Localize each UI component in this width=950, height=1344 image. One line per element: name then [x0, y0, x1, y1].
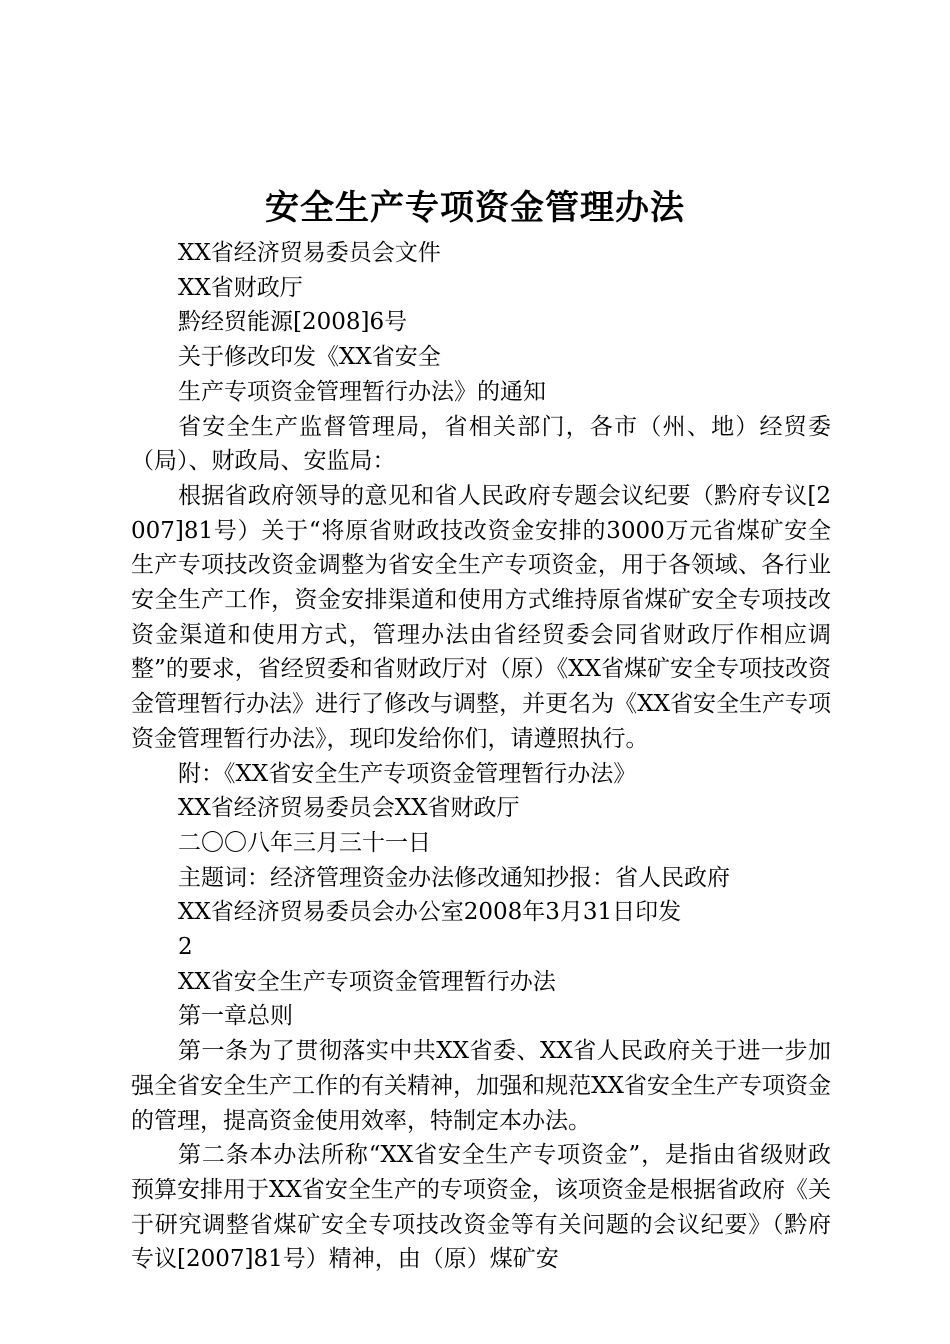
- document-body: [131, 236, 831, 1277]
- article-paragraph: 第一条为了贯彻落实中共XX省委、XX省人民政府关于进一步加强全省安全生产工作的有关精神，加强和规范XX省安全生产专项资金的管理，提高资金使用效率，特制定本办法。: [131, 1038, 831, 1134]
- date-line: 二〇〇八年三月三十一日: [178, 829, 431, 856]
- regulation-title: XX省安全生产专项资金管理暂行办法: [178, 968, 556, 995]
- notice-title-line: 生产专项资金管理暂行办法》的通知: [178, 378, 546, 405]
- chapter-heading: 第一章总则: [178, 1003, 293, 1030]
- signatory-line: XX省经济贸易委员会XX省财政厅: [178, 795, 520, 822]
- subject-line: 主题词：经济管理资金办法修改通知抄报：省人民政府: [178, 864, 730, 891]
- body-paragraph: 根据省政府领导的意见和省人民政府专题会议纪要（黔府专议[2007]81号）关于“将原省财政技改资金安排的3000万元省煤矿安全生产专项技改资金调整为省安全生产专项资金，用于各领域、各行业安全生产工作，资金安排渠道和使用方式维持原省煤矿安全专项技改资金渠道和使用方式，管理办法由省经贸委会同省财政厅作相应调整”的要求，省经贸委和省财政厅对（原）《XX省煤矿安全专项技改资金管理暂行办法》进行了修改与调整，并更名为《XX省安全生产专项资金管理暂行办法》，现印发给你们，请遵照执行。: [131, 482, 832, 752]
- article-paragraph: 第二条本办法所称“XX省安全生产专项资金”，是指由省级财政预算安排用于XX省安全生产的专项资金，该项资金是根据省政府《关于研究调整省煤矿安全专项技改资金等有关问题的会议纪要》（黔府专议[2007]81号）精神，由（原）煤矿安: [131, 1142, 831, 1273]
- document-title: 安全生产专项资金管理办法: [265, 188, 685, 228]
- notice-title-line: 关于修改印发《XX省安全: [178, 344, 441, 371]
- issuer-line: XX省经济贸易委员会文件: [178, 240, 441, 266]
- page-number: 2: [178, 934, 193, 961]
- issuer-line: XX省财政厅: [178, 274, 303, 301]
- attachment-line: 附：《XX省安全生产专项资金管理暂行办法》: [178, 760, 637, 787]
- addressee-paragraph: 省安全生产监督管理局，省相关部门，各市（州、地）经贸委（局）、财政局、安监局：: [131, 413, 831, 475]
- printing-line: XX省经济贸易委员会办公室2008年3月31日印发: [178, 899, 682, 926]
- document-number: 黔经贸能源[2008]6号: [178, 309, 408, 336]
